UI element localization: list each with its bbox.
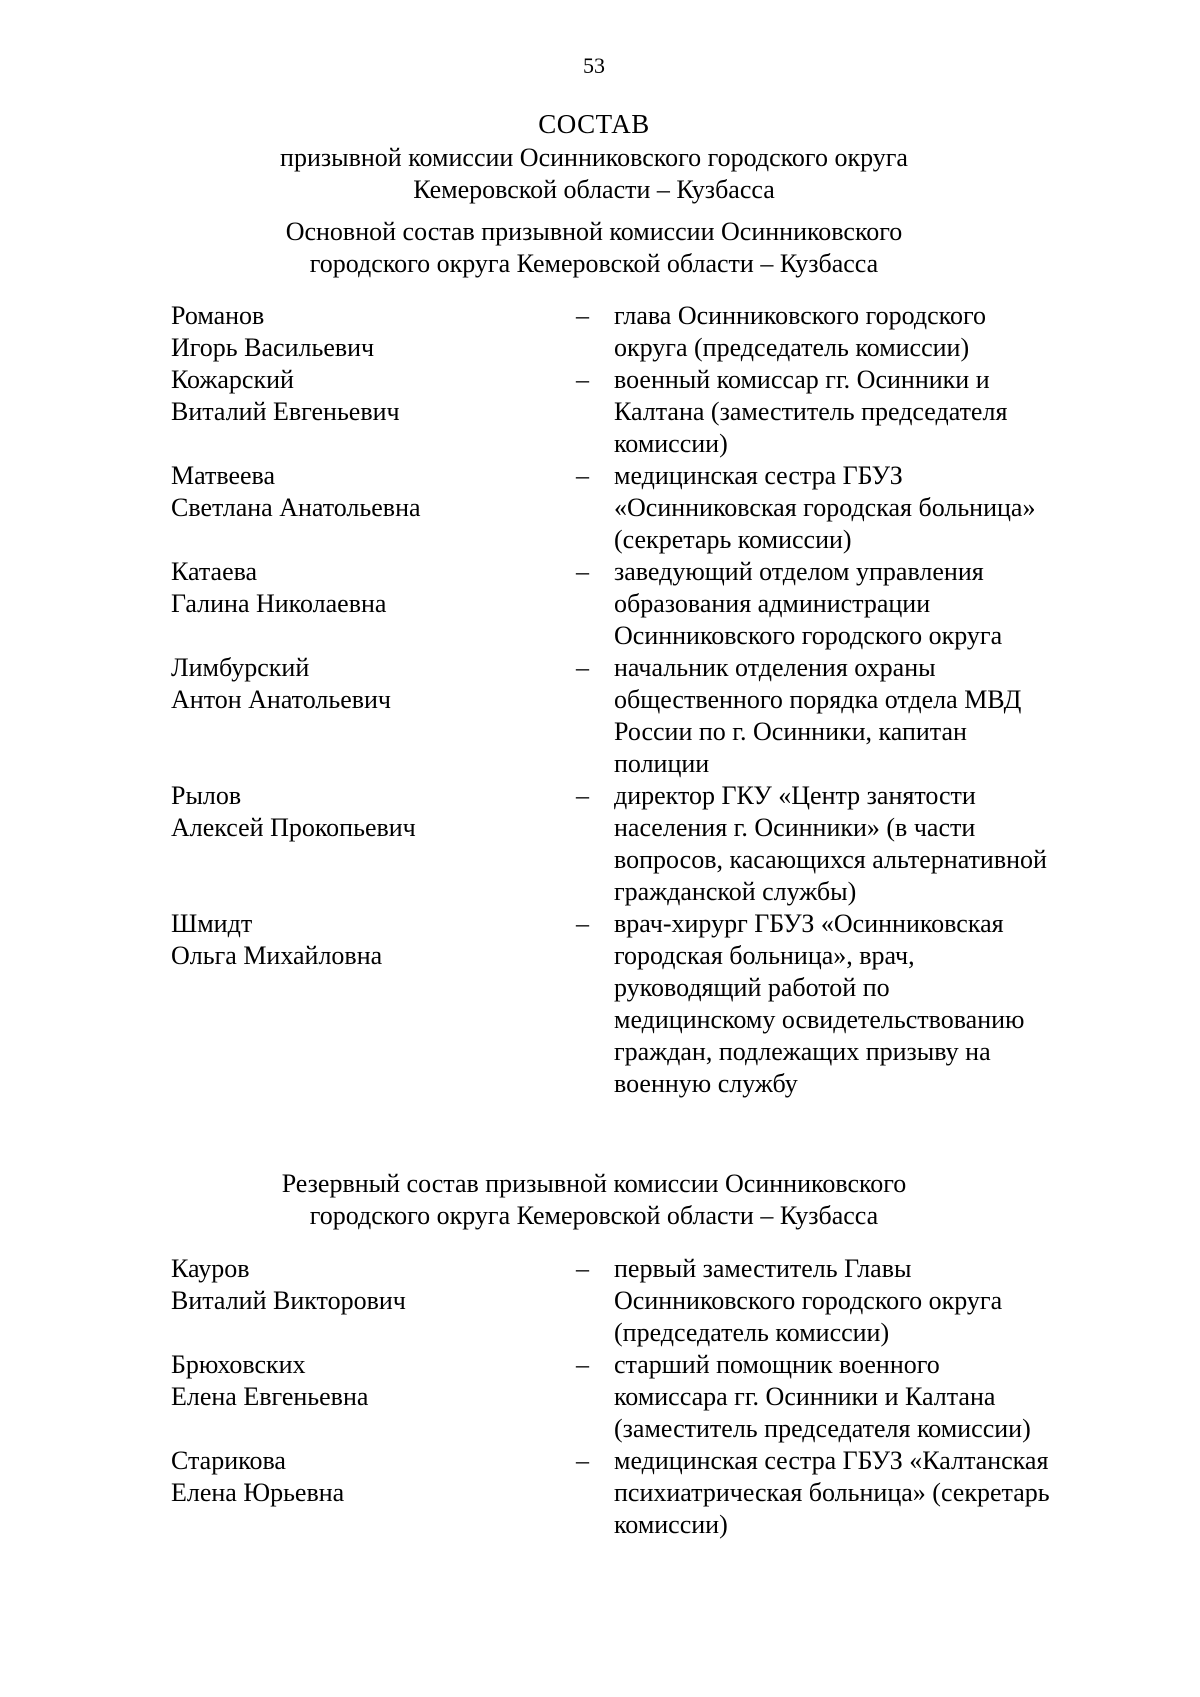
member-role-line: старший помощник военного: [614, 1350, 940, 1379]
member-role-line: округа (председатель комиссии): [614, 333, 970, 362]
member-role: [614, 1445, 1094, 1541]
member-role: [614, 1253, 1094, 1349]
member-dash: –: [576, 365, 589, 394]
member-dash: –: [576, 781, 589, 810]
member-name: [171, 1445, 551, 1509]
member-name: [171, 780, 551, 844]
member-role-line: городская больница», врач,: [614, 941, 915, 970]
member-role: [614, 556, 1094, 652]
member-role: [614, 460, 1094, 556]
member-dash: –: [576, 653, 589, 682]
member-name: [171, 1253, 551, 1317]
member-role-line: Калтана (заместитель председателя: [614, 397, 1008, 426]
member-given-names: Елена Евгеньевна: [171, 1382, 369, 1411]
member-surname: Катаева: [171, 557, 258, 586]
member-role-line: заведующий отделом управления: [614, 557, 984, 586]
member-role-line: глава Осинниковского городского: [614, 301, 986, 330]
member-surname: Старикова: [171, 1446, 286, 1475]
member-given-names: Игорь Васильевич: [171, 333, 375, 362]
member-given-names: Виталий Евгеньевич: [171, 397, 400, 426]
member-given-names: Алексей Прокопьевич: [171, 813, 416, 842]
main-members-list: [0, 300, 1200, 1100]
member-role-line: врач-хирург ГБУЗ «Осинниковская: [614, 909, 1004, 938]
member-name: [171, 460, 551, 524]
member-role: [614, 908, 1094, 1100]
member-name: [171, 652, 551, 716]
member-role-line: комиссии): [614, 1510, 728, 1539]
member-role-line: Осинниковского городского округа: [614, 621, 1003, 650]
member-role-line: населения г. Осинники» (в части: [614, 813, 976, 842]
member-role-line: военную службу: [614, 1069, 798, 1098]
member-role-line: общественного порядка отдела МВД: [614, 685, 1022, 714]
member-role-line: (заместитель председателя комиссии): [614, 1414, 1031, 1443]
section-heading-line: Основной состав призывной комиссии Осинниковского: [285, 217, 903, 246]
member-role-line: медицинская сестра ГБУЗ: [614, 461, 903, 490]
member-surname: Романов: [171, 301, 265, 330]
member-name: [171, 908, 551, 972]
member-name: [171, 556, 551, 620]
member-role-line: военный комиссар гг. Осинники и: [614, 365, 990, 394]
member-dash: –: [576, 1350, 589, 1379]
member-name: [171, 1349, 551, 1413]
member-dash: –: [576, 557, 589, 586]
member-role-line: полиции: [614, 749, 710, 778]
member-entry: [0, 908, 1200, 1100]
member-surname: Шмидт: [171, 909, 253, 938]
member-role-line: образования администрации: [614, 589, 931, 618]
member-role-line: медицинская сестра ГБУЗ «Калтанская: [614, 1446, 1049, 1475]
member-entry: [0, 364, 1200, 460]
member-role-line: (председатель комиссии): [614, 1318, 890, 1347]
member-surname: Кауров: [171, 1254, 250, 1283]
member-entry: [0, 1253, 1200, 1349]
subtitle-line: призывной комиссии Осинниковского городского округа: [280, 143, 908, 172]
subtitle-line: Кемеровской области – Кузбасса: [413, 175, 775, 204]
member-given-names: Светлана Анатольевна: [171, 493, 421, 522]
document-title: СОСТАВ: [538, 109, 650, 139]
member-entry: [0, 1445, 1200, 1541]
member-name: [171, 364, 551, 428]
member-role: [614, 364, 1094, 460]
member-surname: Лимбурский: [171, 653, 310, 682]
member-entry: [0, 300, 1200, 364]
member-dash: –: [576, 1446, 589, 1475]
member-role-line: Осинниковского городского округа: [614, 1286, 1003, 1315]
member-given-names: Ольга Михайловна: [171, 941, 383, 970]
member-given-names: Антон Анатольевич: [171, 685, 391, 714]
member-surname: Кожарский: [171, 365, 294, 394]
member-role-line: директор ГКУ «Центр занятости: [614, 781, 976, 810]
main-section-heading: [0, 216, 1188, 280]
member-role-line: первый заместитель Главы: [614, 1254, 912, 1283]
member-name: [171, 300, 551, 364]
member-role-line: комиссии): [614, 429, 728, 458]
member-role: [614, 780, 1094, 908]
member-role-line: России по г. Осинники, капитан: [614, 717, 967, 746]
member-role-line: психиатрическая больница» (секретарь: [614, 1478, 1050, 1507]
member-role-line: «Осинниковская городская больница»: [614, 493, 1036, 522]
member-role-line: руководящий работой по: [614, 973, 890, 1002]
member-surname: Брюховских: [171, 1350, 306, 1379]
member-surname: Матвеева: [171, 461, 276, 490]
section-heading-line: Резервный состав призывной комиссии Осинниковского: [281, 1169, 907, 1198]
member-entry: [0, 652, 1200, 780]
reserve-section-heading: [0, 1168, 1188, 1232]
member-entry: [0, 556, 1200, 652]
member-dash: –: [576, 301, 589, 330]
member-role-line: вопросов, касающихся альтернативной: [614, 845, 1047, 874]
member-role-line: медицинскому освидетельствованию: [614, 1005, 1025, 1034]
section-heading-line: городского округа Кемеровской области – Кузбасса: [309, 249, 879, 278]
member-role-line: комиссара гг. Осинники и Калтана: [614, 1382, 996, 1411]
member-given-names: Виталий Викторович: [171, 1286, 406, 1315]
member-role-line: гражданской службы): [614, 877, 857, 906]
reserve-members-list: [0, 1253, 1200, 1541]
member-role-line: (секретарь комиссии): [614, 525, 852, 554]
section-heading-line: городского округа Кемеровской области – Кузбасса: [309, 1201, 879, 1230]
member-role-line: начальник отделения охраны: [614, 653, 936, 682]
member-dash: –: [576, 1254, 589, 1283]
member-given-names: Галина Николаевна: [171, 589, 387, 618]
member-given-names: Елена Юрьевна: [171, 1478, 345, 1507]
member-role: [614, 1349, 1094, 1445]
member-dash: –: [576, 909, 589, 938]
member-role: [614, 652, 1094, 780]
member-entry: [0, 1349, 1200, 1445]
member-entry: [0, 780, 1200, 908]
member-role: [614, 300, 1094, 364]
member-surname: Рылов: [171, 781, 242, 810]
member-entry: [0, 460, 1200, 556]
page-number: 53: [583, 53, 605, 78]
document-subtitle: [0, 142, 1188, 206]
member-role-line: граждан, подлежащих призыву на: [614, 1037, 991, 1066]
member-dash: –: [576, 461, 589, 490]
